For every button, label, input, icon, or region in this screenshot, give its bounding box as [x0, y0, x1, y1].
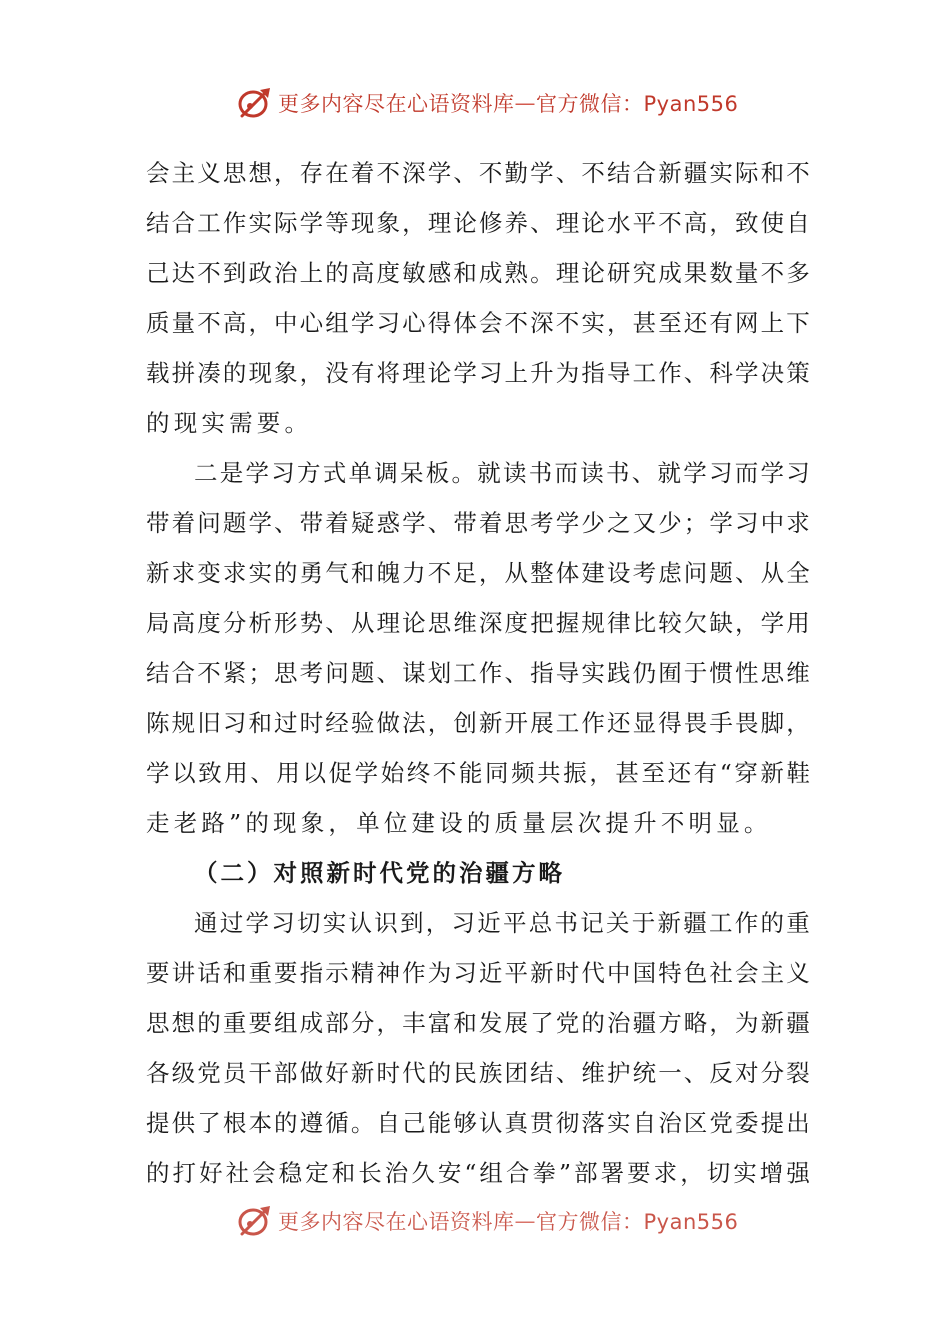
text-line: 质 量 不 高 ， 中 心 组 学 习 心 得 体 会 不 深 不 实 ， 甚 至 还 有 网 上 下	[146, 309, 810, 337]
paragraph-continued	[146, 148, 810, 448]
text-line: 思 想 的 重 要 组 成 部 分 ， 丰 富 和 发 展 了 党 的 治 疆 方 略 ， 为 新 疆	[146, 1009, 810, 1037]
text-line: 结 合 不 紧 ； 思 考 问 题 、 谋 划 工 作 、 指 导 实 践 仍 囿 于 惯 性 思 维	[146, 659, 810, 687]
text-line: 通 过 学 习 切 实 认 识 到 ， 习 近 平 总 书 记 关 于 新 疆 工 作 的 重	[194, 909, 810, 937]
watermark-brand: 更多内容尽在心语资料库	[278, 92, 515, 116]
text-line: 会 主 义 思 想 ， 存 在 着 不 深 学 、 不 勤 学 、 不 结 合 新 疆 实 际 和 不	[146, 159, 810, 187]
pen-logo-icon	[236, 86, 274, 120]
text-line: 陈 规 旧 习 和 过 时 经 验 做 法 ， 创 新 开 展 工 作 还 显 得 畏 手 畏 脚 ，	[146, 709, 810, 737]
watermark-contact: 官方微信：Pyan556	[536, 92, 739, 116]
document-body	[146, 148, 810, 1198]
watermark-separator: —	[514, 1209, 536, 1233]
text-line: 学 以 致 用 、 用 以 促 学 始 终 不 能 同 频 共 振 ， 甚 至 还 有 “ 穿 新 鞋	[146, 759, 810, 787]
text-line: 的 打 好 社 会 稳 定 和 长 治 久 安 “ 组 合 拳 ” 部 署 要 求 ， 切 实 增 强	[146, 1159, 810, 1187]
text-line: 提 供 了 根 本 的 遵 循 。 自 己 能 够 认 真 贯 彻 落 实 自 治 区 党 委 提 出	[146, 1109, 810, 1137]
paragraph-governance-strategy	[146, 898, 810, 1198]
watermark-brand: 更多内容尽在心语资料库	[278, 1210, 515, 1234]
pen-logo-icon	[236, 1204, 274, 1238]
text-line: 载 拼 凑 的 现 象 ， 没 有 将 理 论 学 习 上 升 为 指 导 工 作 、 科 学 决 策	[146, 359, 810, 387]
watermark-separator: —	[514, 91, 536, 115]
section-heading: （二）对照新时代党的治疆方略	[194, 859, 565, 887]
text-line: 局 高 度 分 析 形 势 、 从 理 论 思 维 深 度 把 握 规 律 比 较 欠 缺 ， 学 用	[146, 609, 810, 637]
text-line: 带 着 问 题 学 、 带 着 疑 惑 学 、 带 着 思 考 学 少 之 又 少 ； 学 习 中 求	[146, 509, 810, 537]
paragraph-learning-method	[146, 448, 810, 848]
text-line: 结 合 工 作 实 际 学 等 现 象 ， 理 论 修 养 、 理 论 水 平 不 高 ， 致 使 自	[146, 209, 810, 237]
watermark-footer	[236, 1204, 738, 1238]
text-line: 己 达 不 到 政 治 上 的 高 度 敏 感 和 成 熟 。 理 论 研 究 成 果 数 量 不 多	[146, 259, 810, 287]
text-line: 要 讲 话 和 重 要 指 示 精 神 作 为 习 近 平 新 时 代 中 国 特 色 社 会 主 义	[146, 959, 810, 987]
text-line: 的现实需要。	[146, 409, 313, 437]
text-line: 新 求 变 求 实 的 勇 气 和 魄 力 不 足 ， 从 整 体 建 设 考 虑 问 题 、 从 全	[146, 559, 810, 587]
text-line: 二 是 学 习 方 式 单 调 呆 板 。 就 读 书 而 读 书 、 就 学 习 而 学 习	[194, 459, 810, 487]
watermark-header	[236, 86, 738, 120]
text-line: 走老路”的现象，单位建设的质量层次提升不明显。	[146, 809, 772, 837]
watermark-contact: 官方微信：Pyan556	[536, 1210, 739, 1234]
text-line: 各 级 党 员 干 部 做 好 新 时 代 的 民 族 团 结 、 维 护 统 一 、 反 对 分 裂	[146, 1059, 810, 1087]
